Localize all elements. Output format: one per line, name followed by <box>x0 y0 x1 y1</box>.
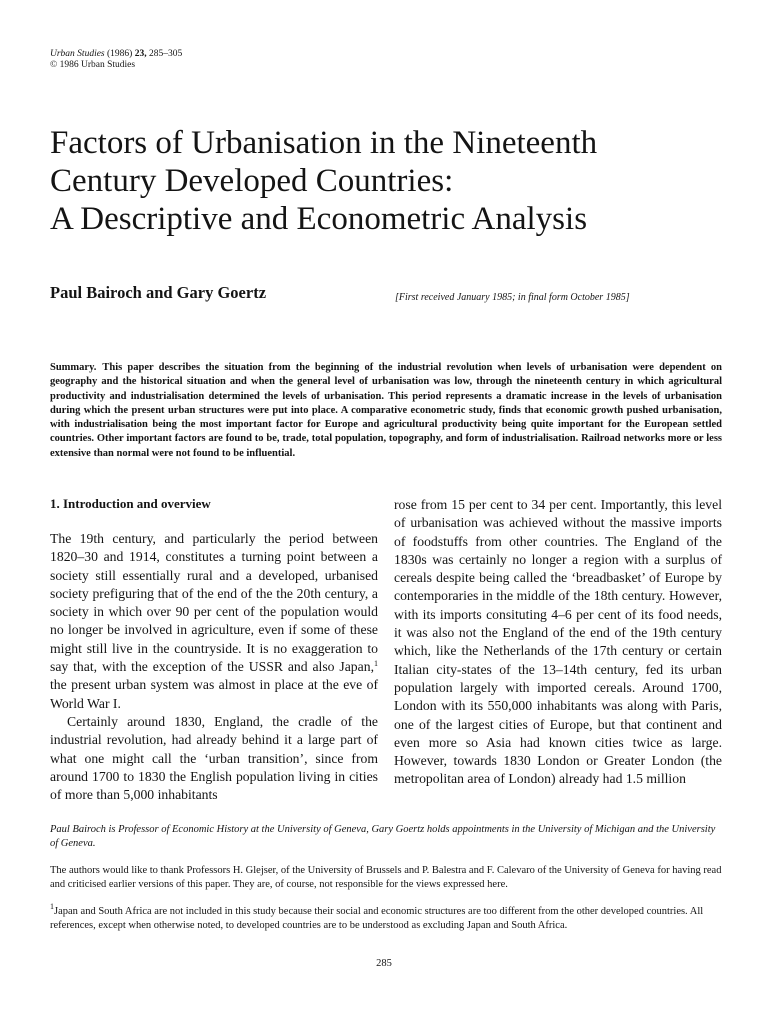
journal-volume: 23, <box>134 49 147 59</box>
author-affiliation-note: Paul Bairoch is Professor of Economic History at the University of Geneva, Gary Goertz holds appointments in the University of Michigan and the University of Geneva. <box>50 824 716 849</box>
paragraph-1 <box>50 530 378 713</box>
journal-name: Urban Studies <box>50 49 105 59</box>
page-number: 285 <box>376 958 392 969</box>
summary-label: Summary. <box>50 362 97 373</box>
footnote-1 <box>50 902 722 933</box>
left-column <box>50 495 378 804</box>
paragraph-3: rose from 15 per cent to 34 per cent. Importantly, this level of urbanisation was achieved without the massive imports of foodstuffs from other countries. The England of the 1830s was certainly no longer a region with a surplus of cereals despite being called the ‘breadbasket’ of Europe by contemporaries in the middle of the 18th century. However, with its imports consituting 4–6 per cent of its food needs, it was also not the England of the end of the 19th century which, like the Netherlands of the 17th century or certain Italian city-states of the 13–14th century, fed its urban population largely with imported cereals. Around 1700, London with its 550,000 inhabitants was along with Paris, one of the largest cities of Europe, but that continent and even more so Asia had known cities twice as large. However, towards 1830 London or Greater London (the metropolitan area of London) already had 1.5 million <box>394 497 722 787</box>
title-line-3: A Descriptive and Econometric Analysis <box>50 201 588 237</box>
summary-text: This paper describes the situation from the beginning of the industrial revolution when levels of urbanisation were dependent on geography and the historical situation and when the general level of urbanisation was low, through the nineteenth century in which agricultural productivity and industrialisation determined the levels of urbanisation. This period represents a dramatic increase in the levels of urbanisation during which the present urban structures were put into place. A comparative econometric study, finds that economic growth pushed urbanisation, with industrialisation being the most important factor for Europe and agricultural productivity being quite important for the European settled countries. Other important factors are found to be, trade, total population, topography, and form of industrialisation. Railroad networks more or less extensive than normal were not found to be influential. <box>50 362 722 459</box>
paper-title <box>50 124 750 238</box>
paragraph-1-text-cont: the present urban system was almost in place at the eve of World War I. <box>50 677 378 711</box>
footnote-text: Japan and South Africa are not included in this study because their social and economic structures are too different from the other developed countries. All references, except when otherwise noted, to developed countries are to be understood as excluding Japan and South Africa. <box>50 906 704 931</box>
paragraph-2: Certainly around 1830, England, the cradle of the industrial revolution, had already behind it a large part of what one might call the ‘urban transition’, since from around 1700 to 1830 the English population living in cities of more than 5,000 inhabitants <box>50 713 378 803</box>
journal-year: (1986) <box>107 49 133 59</box>
paragraph-1-text: The 19th century, and particularly the period between 1820–30 and 1914, constitutes a turning point between a society still essentially rural and a developed, urbanised society prefiguring that of the end of the the 20th century, a society in which over 90 per cent of the population would no longer be involved in agriculture, even if some of these might still live in the countryside. It is no exaggeration to say that, with the exception of the USSR and also Japan, <box>50 531 378 675</box>
section-heading: 1. Introduction and overview <box>50 496 211 511</box>
received-dates: [First received January 1985; in final form October 1985] <box>395 292 630 303</box>
acknowledgement-note: The authors would like to thank Professors H. Glejser, of the University of Brussels and P. Balestra and F. Calevaro of the University of Geneva for having read and criticised earlier versions of this paper. They are, of course, not responsible for the views expressed here. <box>50 865 722 890</box>
footnote-reference[interactable]: 1 <box>374 659 378 669</box>
journal-citation <box>50 49 182 71</box>
journal-copyright: © 1986 Urban Studies <box>50 60 136 70</box>
title-line-1: Factors of Urbanisation in the Nineteenth <box>50 125 598 161</box>
summary <box>50 361 722 461</box>
title-line-2: Century Developed Countries: <box>50 163 454 199</box>
right-column <box>394 496 722 789</box>
journal-pages: 285–305 <box>148 49 183 59</box>
footnote-mark: 1 <box>50 902 54 911</box>
authors: Paul Bairoch and Gary Goertz <box>50 283 267 302</box>
